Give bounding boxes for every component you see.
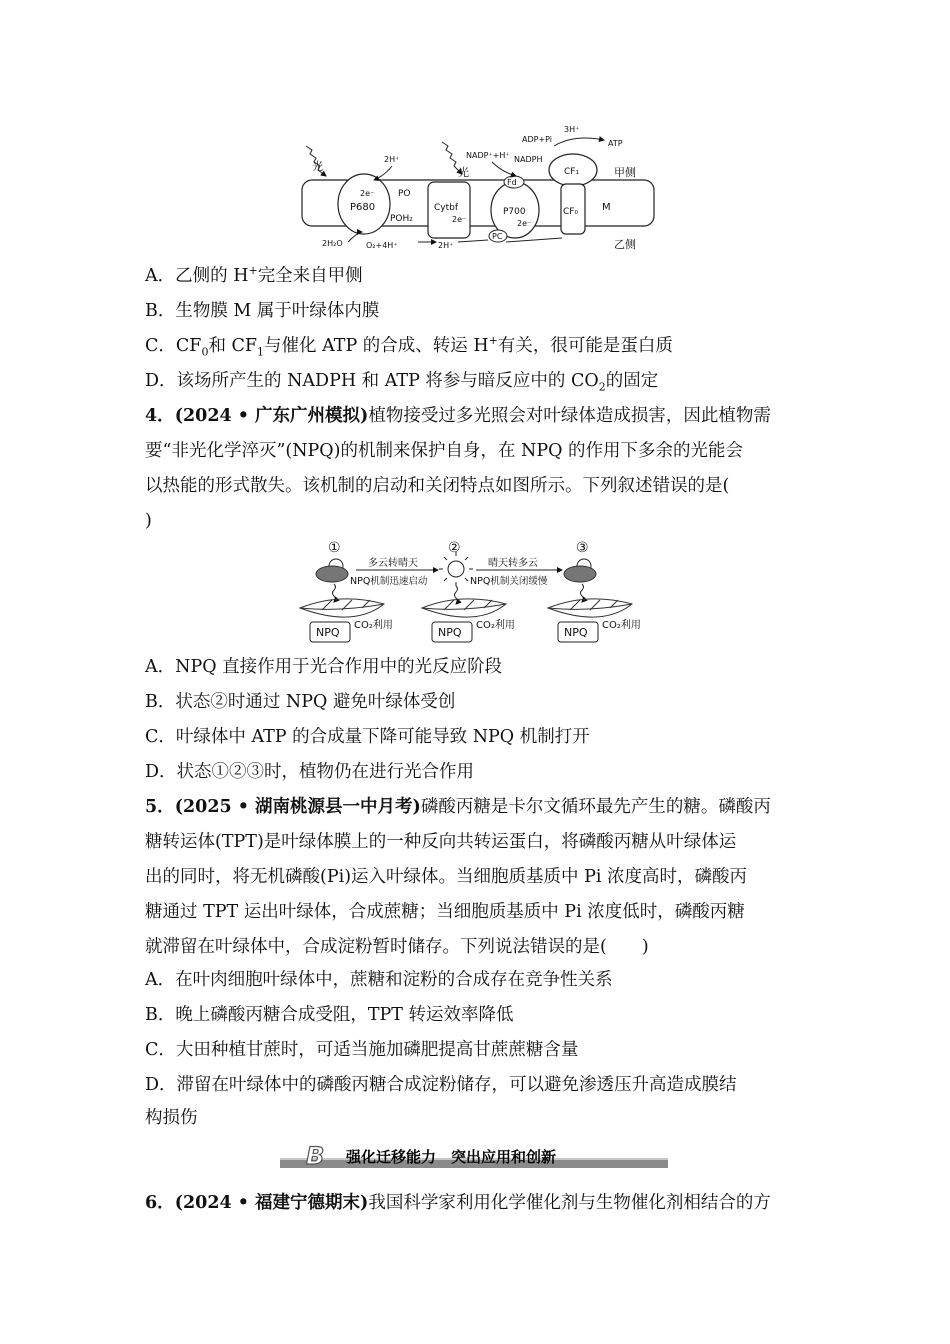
svg-text:NPQ机制迅速启动: NPQ机制迅速启动 — [350, 576, 428, 587]
svg-text:2e⁻: 2e⁻ — [452, 215, 467, 224]
svg-text:3H⁺: 3H⁺ — [564, 125, 580, 134]
svg-text:晴天转多云: 晴天转多云 — [488, 558, 538, 569]
svg-text:光: 光 — [458, 166, 469, 179]
p680-label: P680 — [350, 202, 376, 213]
q3-option-d: D．该场所产生的 NADPH 和 ATP 将参与暗反应中的 $CO_2$的固定 — [145, 371, 659, 394]
q4-stem-line2: 要“非光化学淬灭”(NPQ)的机制来保护自身，在 NPQ 的作用下多余的光能会 — [145, 441, 744, 461]
state-1-label: ① — [328, 540, 341, 556]
svg-text:多云转晴天: 多云转晴天 — [368, 558, 418, 569]
svg-text:Fd: Fd — [507, 178, 517, 187]
q3-option-a: A．乙侧的 H+完全来自甲侧 — [145, 264, 363, 286]
q5-option-d-line1: D．滞留在叶绿体中的磷酸丙糖合成淀粉储存，可以避免渗透压升高造成膜结 — [145, 1075, 737, 1095]
npq-box-1: NPQ — [316, 626, 340, 639]
cloudy-icon — [564, 559, 596, 582]
svg-text:ADP+Pi: ADP+Pi — [522, 135, 553, 144]
svg-text:2e⁻: 2e⁻ — [360, 189, 375, 198]
q5-option-a: A．在叶肉细胞叶绿体中，蔗糖和淀粉的合成存在竞争性关系 — [145, 970, 613, 990]
q4-option-a: A．NPQ 直接作用于光合作用中的光反应阶段 — [145, 657, 503, 677]
svg-text:NADPH: NADPH — [514, 155, 543, 164]
q5-stem-line1: 5．(2025 • 湖南桃源县一中月考)磷酸丙糖是卡尔文循环最先产生的糖。磷酸丙 — [145, 797, 771, 817]
svg-text:Cytbf: Cytbf — [434, 203, 459, 213]
state-3-label: ③ — [576, 540, 589, 556]
q4-option-d: D．状态①②③时，植物仍在进行光合作用 — [145, 762, 475, 782]
banner-title: 强化迁移能力 突出应用和创新 — [346, 1148, 557, 1166]
svg-text:光: 光 — [312, 160, 323, 173]
q3-option-b: B．生物膜 M 属于叶绿体内膜 — [145, 301, 380, 321]
po-label: PO — [398, 189, 411, 199]
svg-text:CF₀: CF₀ — [563, 207, 579, 217]
side-b-label: 乙侧 — [614, 238, 636, 251]
svg-text:PC: PC — [492, 232, 503, 241]
q4-option-b: B．状态②时通过 NPQ 避免叶绿体受创 — [145, 692, 456, 712]
leaf-1 — [300, 599, 384, 617]
sun-icon — [439, 552, 473, 586]
state-2-label: ② — [448, 540, 461, 556]
svg-text:NADP⁺+H⁺: NADP⁺+H⁺ — [466, 151, 510, 160]
q4-stem-line1: 4．(2024 • 广东广州模拟)植物接受过多光照会对叶绿体造成损害，因此植物需 — [145, 406, 771, 426]
svg-text:CF₁: CF₁ — [564, 167, 580, 177]
q5-stem-line3: 出的同时，将无机磷酸(Pi)运入叶绿体。当细胞质基质中 Pi 浓度高时，磷酸丙 — [145, 867, 748, 887]
svg-text:ATP: ATP — [608, 139, 623, 148]
svg-text:2H⁺: 2H⁺ — [438, 241, 454, 250]
svg-text:2H₂O: 2H₂O — [322, 239, 343, 248]
q5-option-c: C．大田种植甘蔗时，可适当施加磷肥提高甘蔗蔗糖含量 — [145, 1040, 579, 1060]
svg-text:O₂+4H⁺: O₂+4H⁺ — [366, 241, 398, 250]
svg-text:NPQ机制关闭缓慢: NPQ机制关闭缓慢 — [470, 576, 548, 587]
svg-text:M: M — [602, 202, 611, 213]
leaf-2 — [422, 599, 506, 617]
npq-diagram — [292, 536, 662, 648]
q4-option-c: C．叶绿体中 ATP 的合成量下降可能导致 NPQ 机制打开 — [145, 727, 590, 747]
side-a-label: 甲侧 — [614, 166, 636, 179]
q5-stem-line2: 糖转运体(TPT)是叶绿体膜上的一种反向共转运蛋白，将磷酸丙糖从叶绿体运 — [145, 832, 737, 852]
q5-option-d-line2: 构损伤 — [145, 1108, 198, 1128]
svg-text:P700: P700 — [503, 207, 526, 217]
q5-stem-line4: 糖通过 TPT 运出叶绿体，合成蔗糖；当细胞质基质中 Pi 浓度低时，磷酸丙糖 — [145, 902, 745, 922]
cloudy-icon — [316, 559, 348, 582]
svg-text:2e⁻: 2e⁻ — [517, 219, 532, 228]
q4-stem-line4: ) — [145, 511, 152, 531]
q4-stem-line3: 以热能的形式散失。该机制的启动和关闭特点如图所示。下列叙述错误的是( — [145, 476, 730, 496]
section-banner — [280, 1142, 668, 1170]
thylakoid-diagram — [292, 118, 662, 258]
poh2-label: POH₂ — [390, 214, 413, 224]
npq-box-2: NPQ — [438, 626, 462, 639]
q6-stem-line1: 6．(2024 • 福建宁德期末)我国科学家利用化学催化剂与生物催化剂相结合的方 — [145, 1193, 771, 1213]
svg-text:2H⁺: 2H⁺ — [384, 155, 400, 164]
co2-label-3: CO₂利用 — [602, 620, 641, 631]
leaf-3 — [548, 599, 632, 617]
co2-label-1: CO₂利用 — [354, 620, 393, 631]
q5-option-b: B．晚上磷酸丙糖合成受阻，TPT 转运效率降低 — [145, 1005, 514, 1025]
npq-box-3: NPQ — [564, 626, 588, 639]
co2-label-2: CO₂利用 — [476, 620, 515, 631]
q3-option-c: C．$CF_0$和 $CF_1$与催化 ATP 的合成、转运 H+有关，很可能是蛋白质 — [145, 334, 673, 359]
q5-stem-line5: 就滞留在叶绿体中，合成淀粉暂时储存。下列说法错误的是( ) — [145, 937, 649, 957]
banner-letter: B — [306, 1142, 325, 1170]
